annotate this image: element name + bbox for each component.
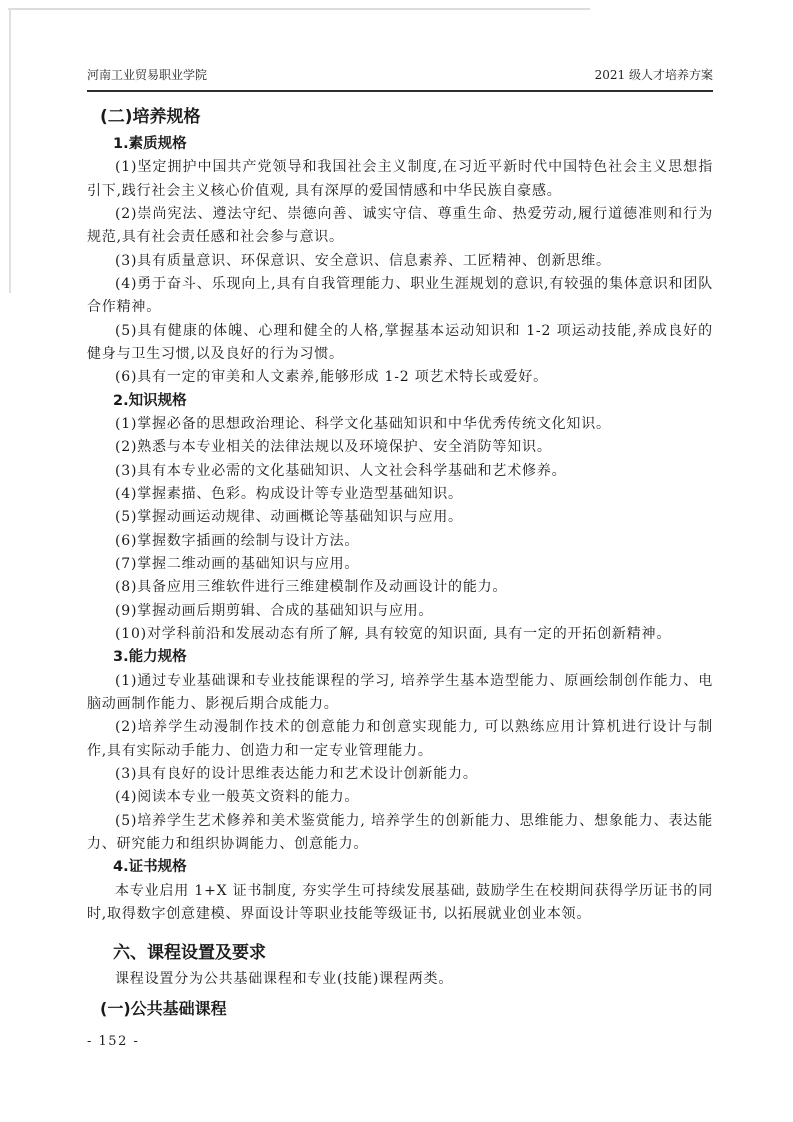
section-title: (二)培养规格 bbox=[100, 107, 201, 127]
body-paragraph: (4)阅读本专业一般英文资料的能力。 bbox=[115, 789, 360, 806]
body-paragraph: (3)具有本专业必需的文化基础知识、人文社会科学基础和艺术修养。 bbox=[115, 462, 567, 479]
body-paragraph: (2)培养学生动漫制作技术的创意能力和创意实现能力, 可以熟练应用计算机进行设计与制作,具有实际动手能力、创造力和一定专业管理能力。 bbox=[87, 719, 713, 759]
body-paragraph: (6)掌握数字插画的绘制与设计方法。 bbox=[115, 532, 360, 549]
body-paragraph: (5)培养学生艺术修养和美术鉴赏能力, 培养学生的创新能力、思维能力、想象能力、表达能力、研究能力和组织协调能力、创意能力。 bbox=[87, 812, 713, 852]
body-paragraph: (4)勇于奋斗、乐现向上,具有自我管理能力、职业生涯规划的意识,有较强的集体意识和团队合作精神。 bbox=[87, 275, 713, 316]
page-number: - 152 - bbox=[87, 1034, 140, 1049]
sub-section-heading: 2.知识规格 bbox=[113, 392, 187, 409]
chapter-heading: 六、课程设置及要求 bbox=[113, 943, 266, 964]
body-paragraph: 本专业启用 1+X 证书制度, 夯实学生可持续发展基础, 鼓励学生在校期间获得学历证书的同时,取得数字创意建模、界面设计等职业技能等级证书, 以拓展就业创业本领。 bbox=[87, 882, 713, 922]
header-doc-name: 2021 级人才培养方案 bbox=[594, 68, 713, 82]
document-body bbox=[87, 133, 713, 1022]
header-school-name: 河南工业贸易职业学院 bbox=[87, 68, 208, 82]
body-paragraph: (3)具有质量意识、环保意识、安全意识、信息素养、工匠精神、创新思维。 bbox=[115, 252, 611, 269]
scan-edge-artifact-top bbox=[8, 8, 590, 10]
body-paragraph: (1)坚定拥护中国共产党领导和我国社会主义制度,在习近平新时代中国特色社会主义思想指引下,践行社会主义核心价值观, 具有深厚的爱国情感和中华民族自豪感。 bbox=[87, 159, 713, 199]
sub-section-heading: 1.素质规格 bbox=[113, 136, 187, 152]
sub-section-heading: 3.能力规格 bbox=[113, 649, 187, 666]
page-content bbox=[87, 66, 713, 1022]
sub-chapter-heading: (一)公共基础课程 bbox=[100, 999, 227, 1019]
body-paragraph: (5)具有健康的体魄、心理和健全的人格,掌握基本运动知识和 1-2 项运动技能,养成良好的健身与卫生习惯,以及良好的行为习惯。 bbox=[87, 322, 713, 362]
body-paragraph: (9)掌握动画后期剪辑、合成的基础知识与应用。 bbox=[115, 602, 434, 619]
body-paragraph: (2)崇尚宪法、遵法守纪、崇德向善、诚实守信、尊重生命、热爱劳动,履行道德准则和行为规范,具有社会责任感和社会参与意识。 bbox=[87, 205, 713, 246]
body-paragraph: (10)对学科前沿和发展动态有所了解, 具有较宽的知识面, 具有一定的开拓创新精神。 bbox=[115, 625, 672, 642]
body-paragraph: (4)掌握素描、色彩。构成设计等专业造型基础知识。 bbox=[115, 485, 463, 502]
page-header bbox=[87, 66, 713, 92]
body-paragraph: (7)掌握二维动画的基础知识与应用。 bbox=[115, 555, 360, 572]
body-paragraph: (1)掌握必备的思想政治理论、科学文化基础知识和中华优秀传统文化知识。 bbox=[115, 415, 611, 432]
sub-section-heading: 4.证书规格 bbox=[113, 859, 187, 876]
scan-edge-artifact-left bbox=[9, 8, 11, 293]
body-paragraph: 课程设置分为公共基础课程和专业(技能)课程两类。 bbox=[115, 971, 454, 988]
body-paragraph: (1)通过专业基础课和专业技能课程的学习, 培养学生基本造型能力、原画绘制创作能力、电脑动画制作能力、影视后期合成能力。 bbox=[87, 672, 713, 712]
body-paragraph: (8)具备应用三维软件进行三维建模制作及动画设计的能力。 bbox=[115, 579, 508, 596]
body-paragraph: (2)熟悉与本专业相关的法律法规以及环境保护、安全消防等知识。 bbox=[115, 439, 552, 456]
body-paragraph: (3)具有良好的设计思维表达能力和艺术设计创新能力。 bbox=[115, 765, 478, 782]
body-paragraph: (5)掌握动画运动规律、动画概论等基础知识与应用。 bbox=[115, 509, 463, 526]
body-paragraph: (6)具有一定的审美和人文素养,能够形成 1-2 项艺术特长或爱好。 bbox=[115, 369, 548, 386]
